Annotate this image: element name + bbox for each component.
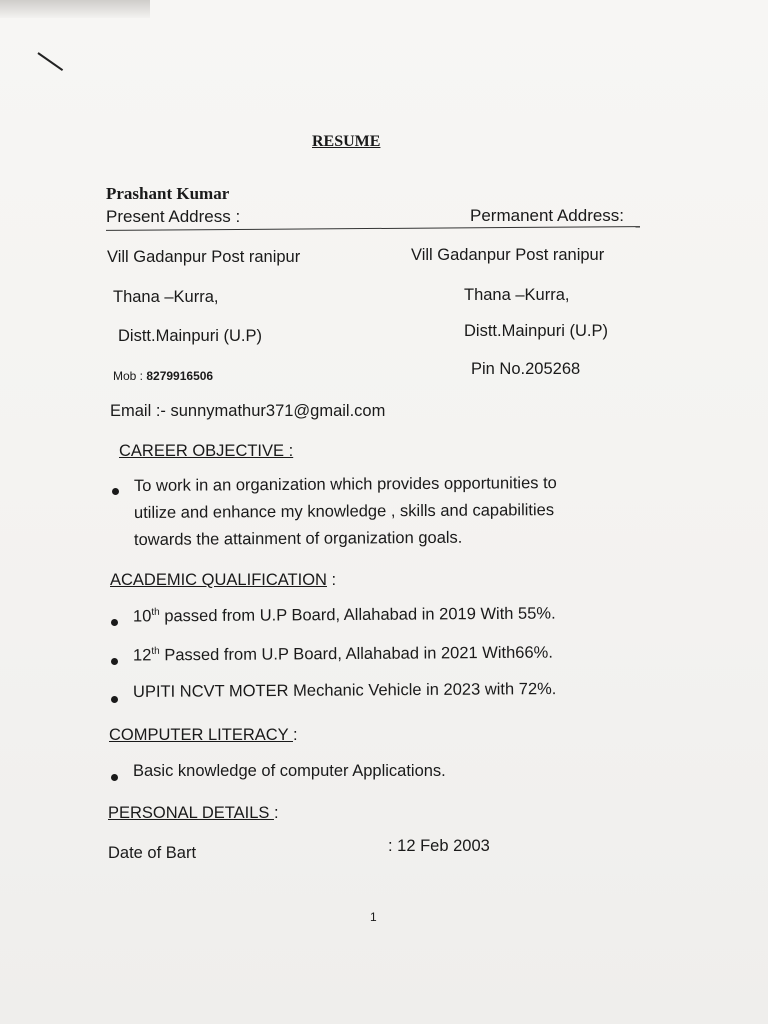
permanent-address-line1: Vill Gadanpur Post ranipur: [411, 246, 605, 264]
grade-number: 12: [132, 646, 152, 665]
academic-item: [133, 643, 553, 665]
computer-heading-row: [109, 726, 298, 745]
academic-item: [133, 604, 556, 626]
pen-mark: [37, 52, 63, 71]
page-number: 1: [370, 910, 377, 924]
permanent-address-heading: Permanent Address:: [470, 206, 625, 225]
present-address-heading: Present Address :: [106, 207, 241, 226]
career-objective-line3: towards the attainment of organization goals.: [133, 528, 463, 549]
career-objective-line2: utilize and enhance my knowledge , skills and capabilities: [133, 501, 555, 522]
mobile-row: [113, 369, 213, 383]
academic-item-text: passed from U.P Board, Allahabad in 2019 With 55%.: [159, 604, 556, 626]
grade-number: 10: [132, 607, 152, 626]
resume-title: RESUME: [312, 133, 381, 150]
present-address-line1: Vill Gadanpur Post ranipur: [107, 248, 301, 266]
permanent-address-line2: Thana –Kurra,: [464, 286, 570, 304]
academic-item-text: Passed from U.P Board, Allahabad in 2021 With66%.: [159, 643, 553, 665]
computer-heading-colon: :: [292, 726, 298, 744]
bullet: [111, 658, 118, 665]
academic-heading-colon: :: [326, 571, 337, 589]
mobile-value: 8279916506: [146, 369, 214, 383]
dob-label: Date of Bart: [108, 844, 197, 862]
bullet: [111, 619, 118, 626]
computer-literacy-heading: COMPUTER LITERACY: [109, 726, 293, 744]
career-objective-line1: To work in an organization which provides opportunities to: [133, 474, 557, 495]
academic-heading: ACADEMIC QUALIFICATION: [110, 571, 327, 589]
present-address-line2: Thana –Kurra,: [113, 288, 219, 306]
bullet: [111, 774, 118, 781]
candidate-name: Prashant Kumar: [106, 184, 230, 203]
dob-value: : 12 Feb 2003: [388, 837, 490, 855]
personal-details-heading: PERSONAL DETAILS: [108, 804, 274, 822]
academic-heading-row: [110, 571, 336, 590]
personal-heading-colon: :: [273, 804, 279, 822]
email-line: Email :- sunnymathur371@gmail.com: [110, 402, 386, 420]
grade-suffix: th: [151, 606, 160, 618]
mobile-label: Mob :: [113, 369, 144, 383]
permanent-address-line3: Distt.Mainpuri (U.P): [464, 322, 608, 340]
bullet: [111, 696, 118, 703]
paper-edge-shadow: [0, 0, 150, 18]
career-objective-heading: CAREER OBJECTIVE :: [119, 442, 294, 460]
permanent-pin: Pin No.205268: [471, 360, 581, 378]
bullet: [112, 488, 119, 495]
grade-suffix: th: [151, 645, 160, 657]
computer-item: Basic knowledge of computer Applications.: [133, 762, 446, 780]
personal-heading-row: [108, 804, 279, 823]
academic-item: [133, 680, 556, 702]
present-address-line3: Distt.Mainpuri (U.P): [118, 327, 262, 345]
academic-item-text: UPITI NCVT MOTER Mechanic Vehicle in 2023 with 72%.: [132, 680, 557, 701]
